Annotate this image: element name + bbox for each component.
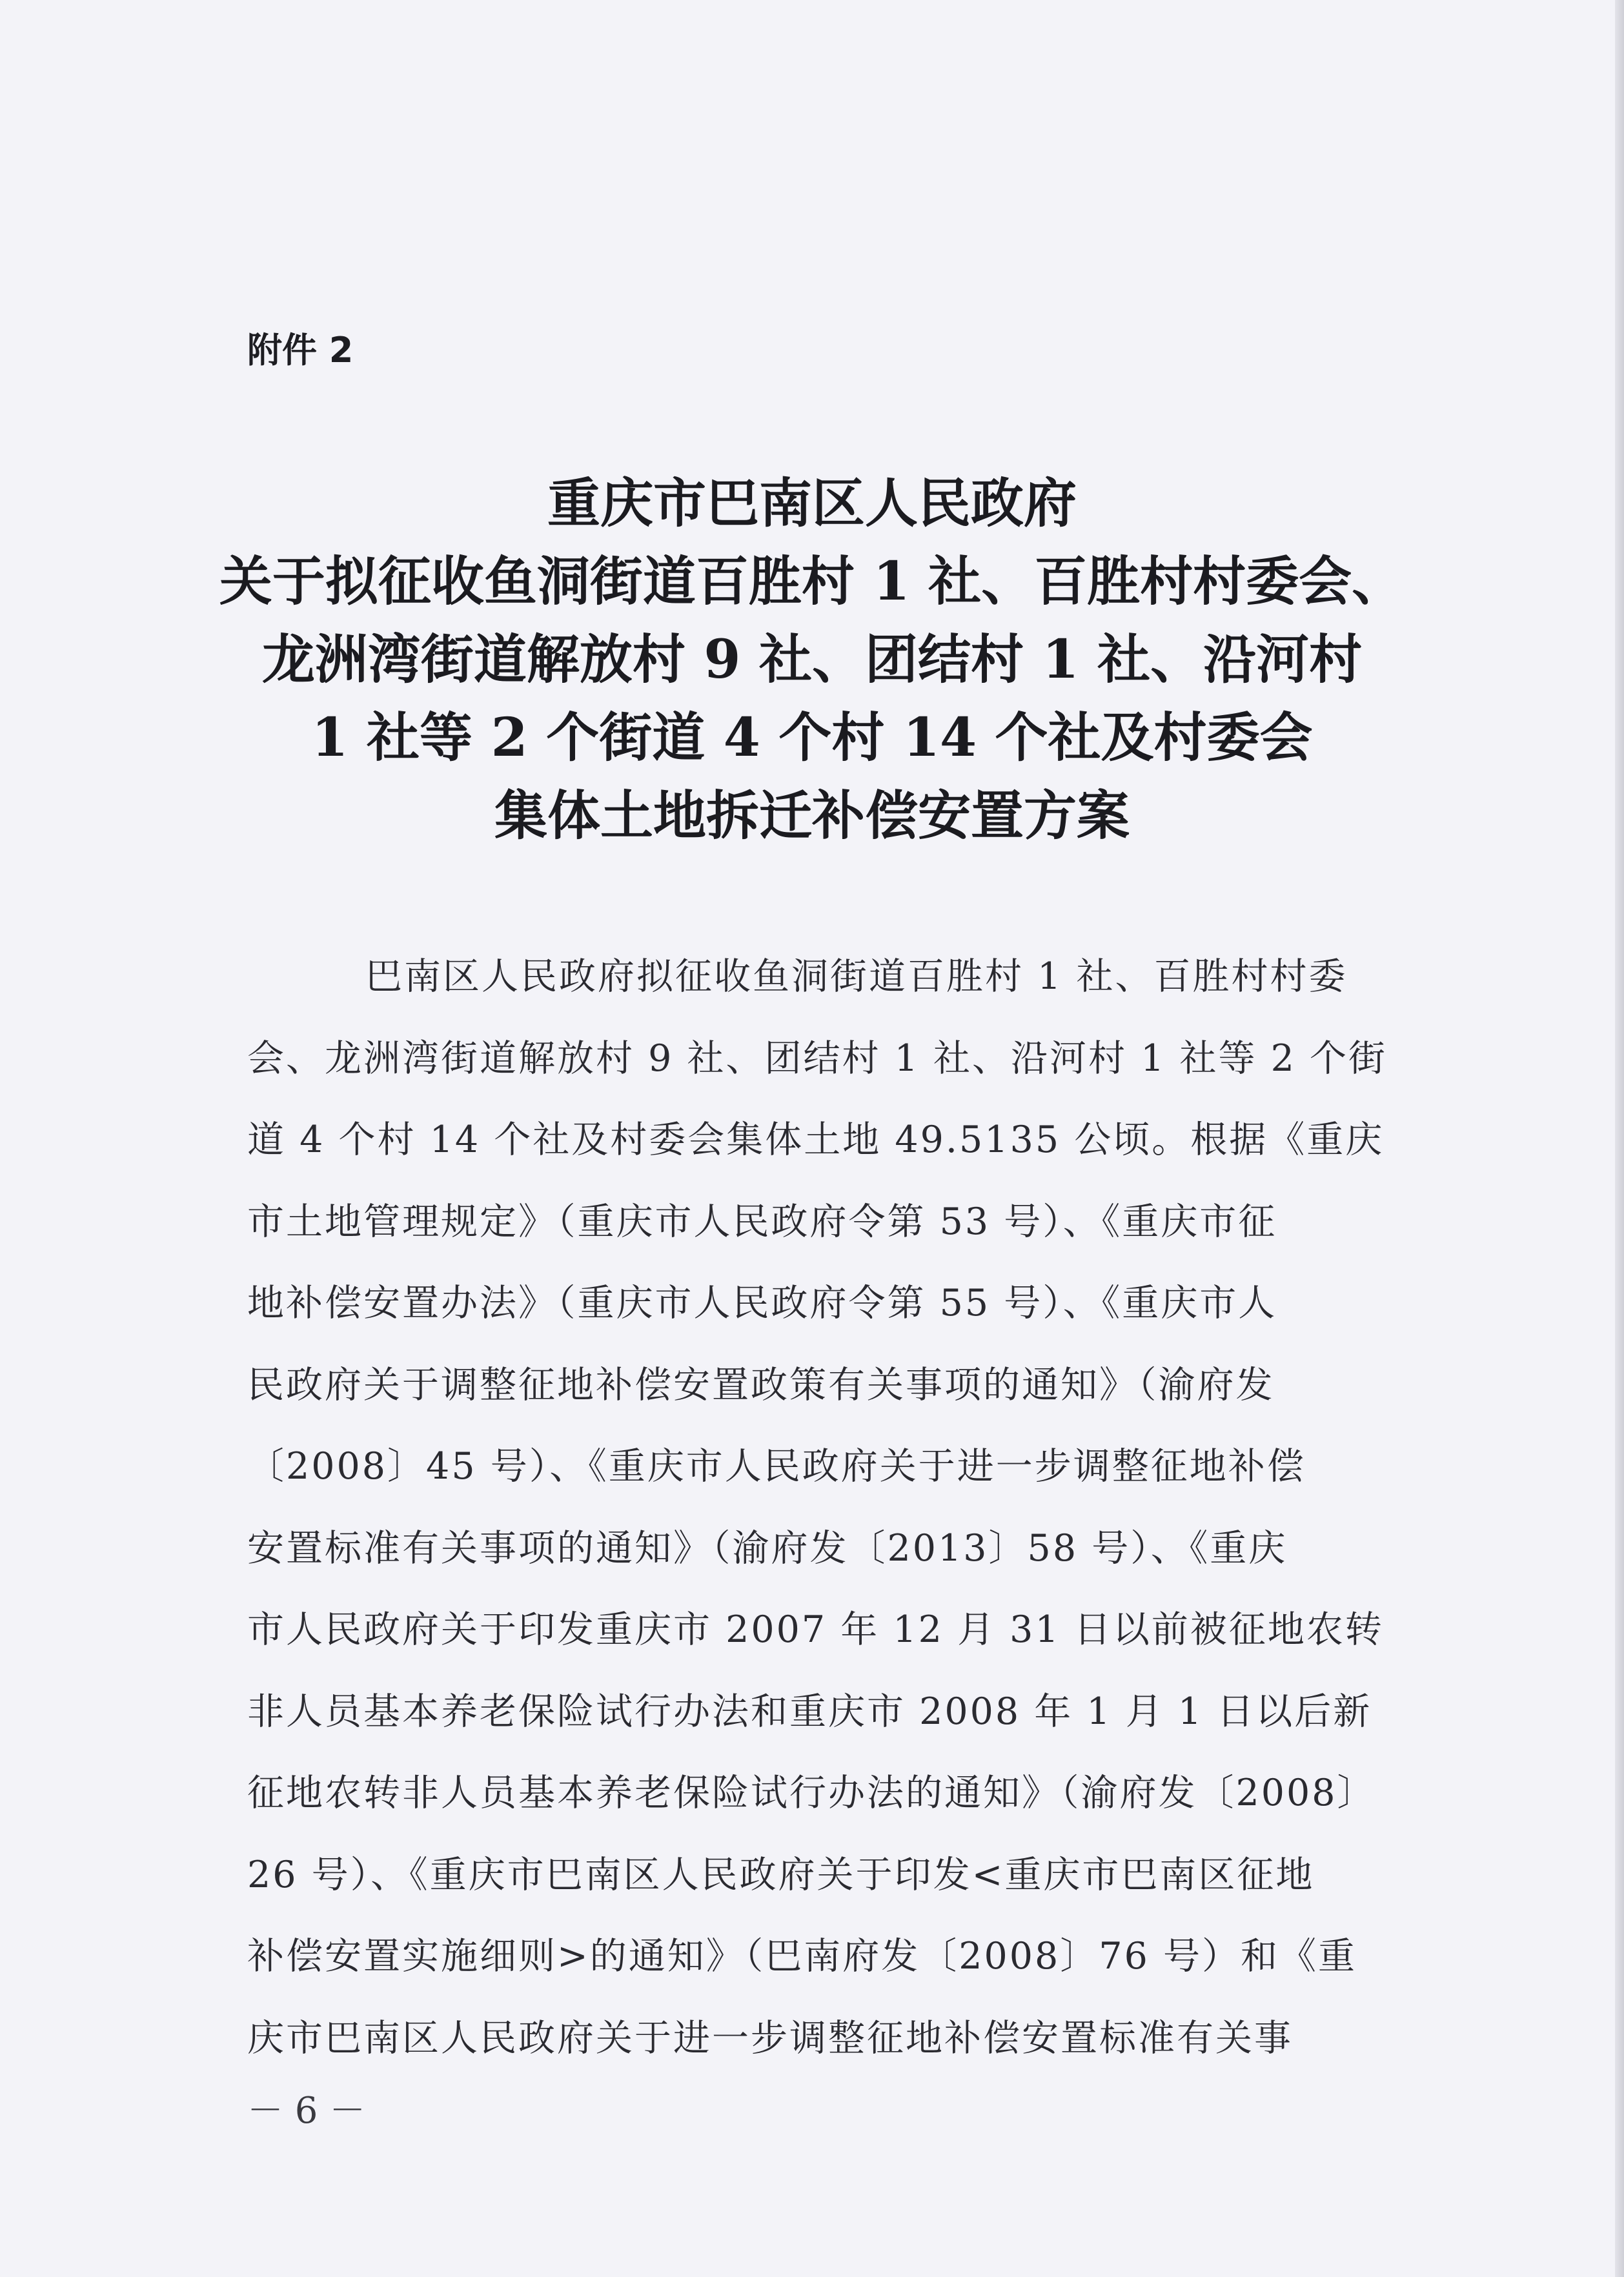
body-line: 安置标准有关事项的通知》（渝府发〔2013〕58 号）、《重庆: [247, 1526, 1288, 1570]
body-line: 26 号）、《重庆市巴南区人民政府关于印发<重庆市巴南区征地: [247, 1853, 1315, 1896]
title-line: 集体土地拆迁补偿安置方案: [494, 785, 1130, 847]
body-line: 会、龙洲湾街道解放村 9 社、团结村 1 社、沿河村 1 社等 2 个街: [247, 1037, 1388, 1080]
body-paragraph: [247, 936, 1435, 2079]
body-line: 征地农转非人员基本养老保险试行办法的通知》（渝府发〔2008〕: [247, 1772, 1376, 1814]
page-number: － 6 －: [247, 2090, 366, 2132]
body-line: 庆市巴南区人民政府关于进一步调整征地补偿安置标准有关事: [247, 2016, 1293, 2059]
title-line: 1 社等 2 个街道 4 个村 14 个社及村委会: [311, 707, 1313, 769]
title-line: 关于拟征收鱼洞街道百胜村 1 社、百胜村村委会、: [219, 551, 1405, 612]
scan-edge: [1615, 0, 1624, 2277]
title-line: 重庆市巴南区人民政府: [547, 472, 1077, 534]
document-title: [0, 465, 1624, 855]
title-line: 龙洲湾街道解放村 9 社、团结村 1 社、沿河村: [261, 629, 1363, 691]
body-line: 非人员基本养老保险试行办法和重庆市 2008 年 1 月 1 日以后新: [247, 1690, 1372, 1733]
body-line: 〔2008〕45 号）、《重庆市人民政府关于进一步调整征地补偿: [247, 1445, 1306, 1488]
body-line: 道 4 个村 14 个社及村委会集体土地 49.5135 公顷。根据《重庆: [247, 1118, 1385, 1161]
body-line: 民政府关于调整征地补偿安置政策有关事项的通知》（渝府发: [247, 1363, 1275, 1406]
body-line: 巴南区人民政府拟征收鱼洞街道百胜村 1 社、百胜村村委: [365, 955, 1348, 998]
body-line: 市土地管理规定》（重庆市人民政府令第 53 号）、《重庆市征: [247, 1200, 1277, 1243]
body-line: 补偿安置实施细则>的通知》（巴南府发〔2008〕76 号）和《重: [247, 1935, 1357, 1978]
body-line: 地补偿安置办法》（重庆市人民政府令第 55 号）、《重庆市人: [247, 1282, 1277, 1324]
attachment-label: 附件 2: [247, 330, 354, 370]
body-line: 市人民政府关于印发重庆市 2007 年 12 月 31 日以前被征地农转: [247, 1608, 1384, 1651]
